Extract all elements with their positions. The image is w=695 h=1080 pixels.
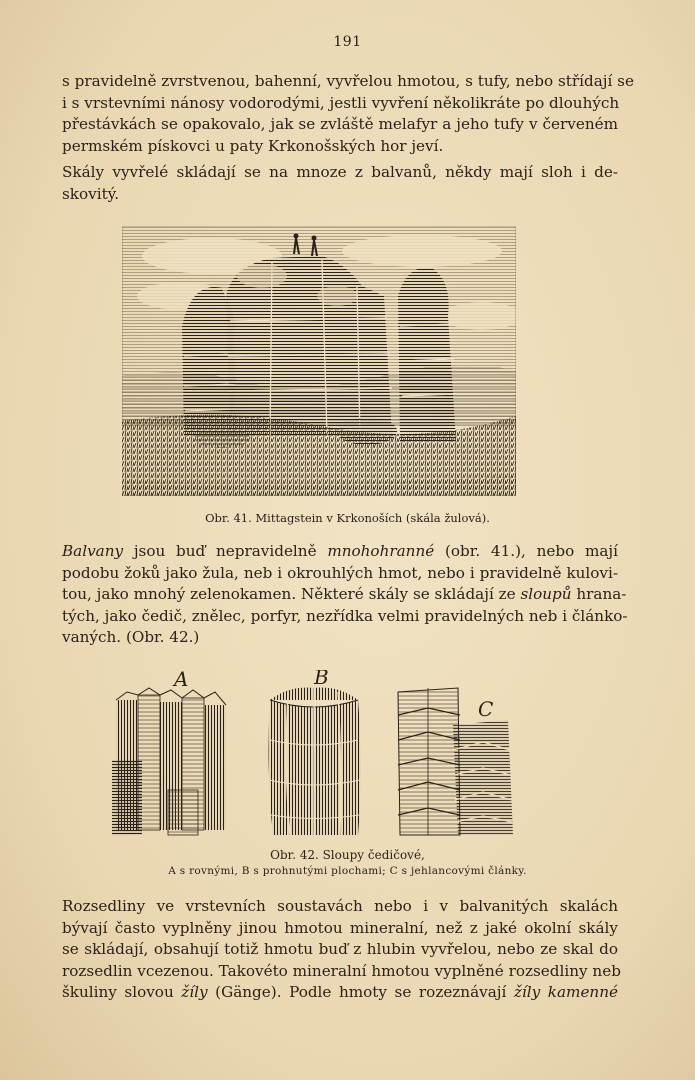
figure-42-label-a: A: [174, 670, 189, 691]
paragraph-1: [62, 71, 634, 157]
text-run: (Gänge). Podle hmoty se rozeznávají: [207, 983, 514, 1001]
text-run: hrana-: [571, 585, 627, 603]
text-line: [62, 541, 618, 563]
text-line: podobu žoků jako žula, neb i okrouhlých hmot, nebo i pravidelně kulovi-: [62, 563, 618, 582]
text-run: tou, jako mnohý zelenokamen. Některé skály se skládají ze: [62, 585, 521, 603]
paragraph-3: [62, 541, 628, 649]
term-sloupu: sloupů: [520, 585, 572, 603]
figure-42-label-b: B: [314, 670, 329, 689]
text-line: skovitý.: [62, 184, 120, 203]
text-run: jsou buď nepravidelně: [123, 542, 328, 560]
figure-41-caption: Obr. 41. Mittagstein v Krkonoších (skála žulová).: [205, 511, 490, 525]
text-line: permském pískovci u paty Krkonošských hor jeví.: [62, 136, 444, 155]
column-group-c: [398, 688, 513, 835]
text-line: tých, jako čedič, znělec, porfyr, nezřídka velmi pravidelných neb i článko-: [62, 606, 628, 625]
text-line: se skládají, obsahují totiž hmotu buď z hlubin vyvřelou, nebo ze skal do: [62, 940, 618, 958]
figure-42-label-c: C: [478, 697, 494, 721]
figure-41-rock-engraving: [122, 226, 516, 496]
figure-42-drawing: [108, 670, 528, 842]
column-group-a: [112, 688, 226, 835]
figure-42-caption: Obr. 42. Sloupy čedičové,: [270, 848, 425, 862]
figure-42-basalt-columns: [108, 670, 528, 842]
text-line: i s vrstevními nánosy vodorodými, jestli vyvření několikráte po dlouhých: [62, 93, 620, 112]
term-zily: žíly: [181, 983, 208, 1001]
paragraph-2: [62, 162, 618, 205]
text-line: s pravidelně zvrstvenou, bahenní, vyvřelou hmotou, s tufy, nebo střídají se: [62, 72, 634, 90]
term-balvany: Balvany: [62, 542, 124, 560]
text-run: (obr. 41.), nebo mají: [434, 542, 618, 560]
text-line: [62, 584, 627, 606]
figure-42-subcaption: A s rovnými, B s prohnutými plochami; C s jehlancovými články.: [168, 865, 527, 877]
term-zily-kamenne: žíly kamenné: [513, 983, 618, 1001]
text-line: Rozsedliny ve vrstevních soustavách nebo i v balvanitých skalách: [62, 897, 618, 915]
column-group-b: [269, 688, 361, 836]
paragraph-4: [62, 896, 621, 1004]
term-mnohohranne: mnohohranné: [327, 542, 435, 560]
text-line: bývají často vyplněny jinou hmotou mineralní, než z jaké okolní skály: [62, 918, 618, 937]
text-line: vaných. (Obr. 42.): [62, 628, 200, 646]
text-run: škuliny slovou: [62, 983, 182, 1001]
text-line: přestávkách se opakovalo, jak se zvláště melafyr a jeho tufy v červeném: [62, 115, 618, 133]
text-line: Skály vyvřelé skládají se na mnoze z balvanů, někdy mají sloh i de-: [62, 163, 618, 181]
text-line: [62, 982, 618, 1004]
page-number: 191: [333, 34, 362, 50]
text-line: rozsedlin vcezenou. Takovéto mineralní hmotou vyplněné rozsedliny neb: [62, 961, 621, 980]
